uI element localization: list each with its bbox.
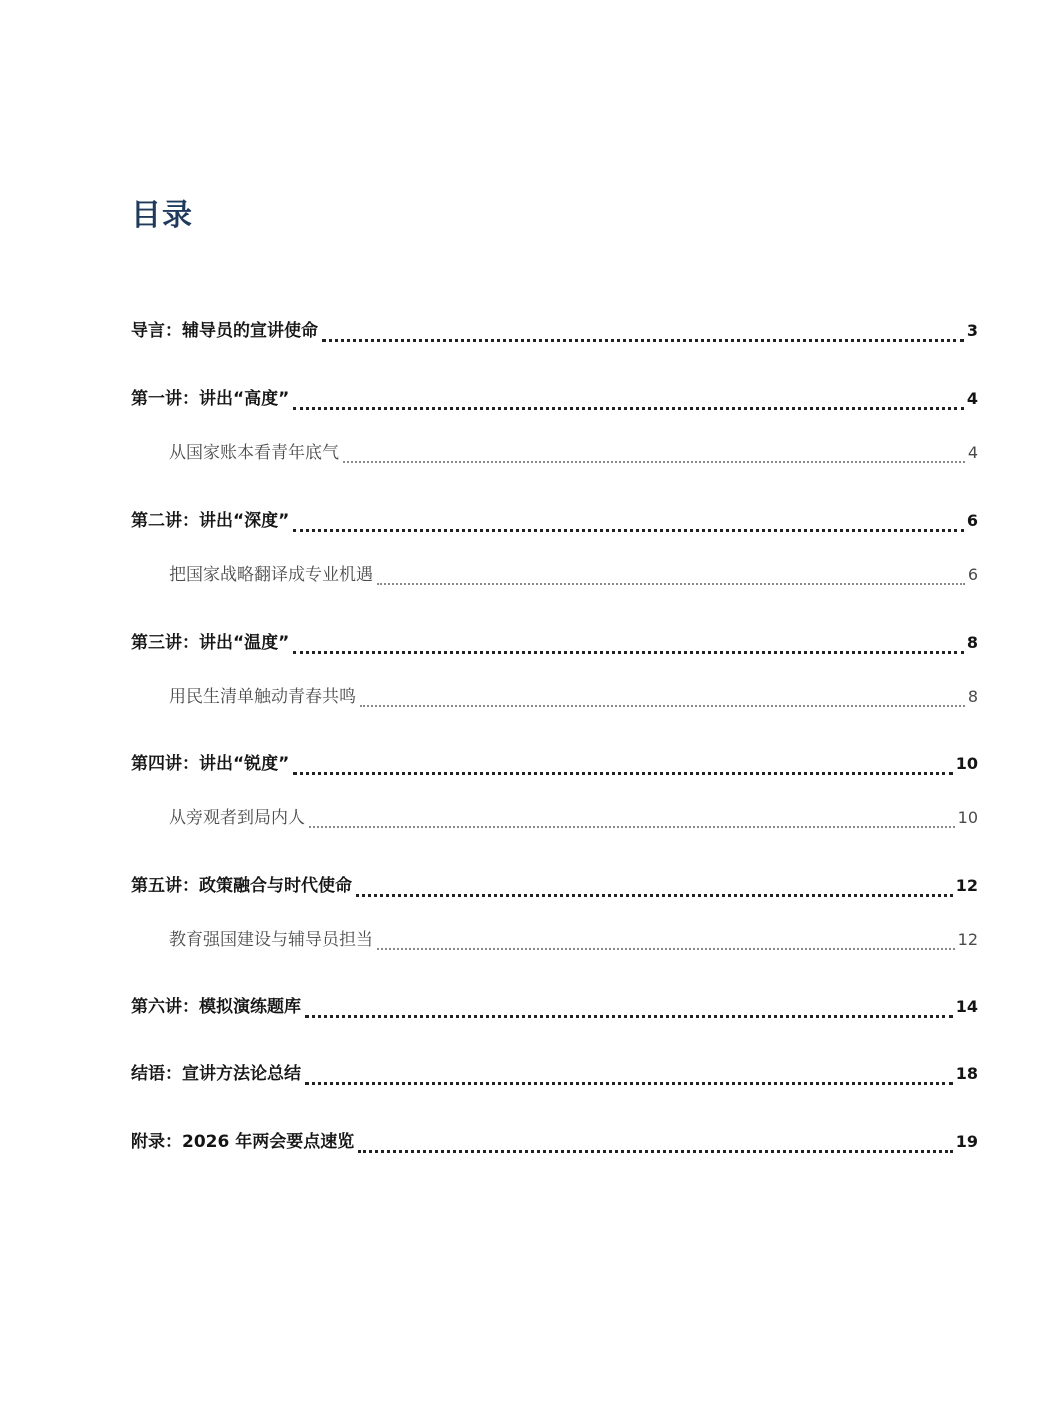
toc-page-number: 6: [966, 511, 978, 530]
toc-entry-lecture-6[interactable]: [131, 994, 978, 1020]
toc-entry-text: 用民生清单触动青春共鸣: [169, 687, 356, 707]
toc-entry-lecture-4[interactable]: [131, 751, 978, 777]
toc-entry-appendix[interactable]: [131, 1129, 978, 1155]
toc-page-number: 4: [966, 389, 978, 408]
page-title: 目录: [131, 198, 193, 233]
toc-entry-text: 第五讲：政策融合与时代使命: [131, 876, 352, 896]
toc-subentry-lecture-1[interactable]: [169, 440, 978, 466]
toc-page-number: 8: [967, 687, 978, 706]
toc-entry-conclusion[interactable]: [131, 1061, 978, 1087]
toc-entry-text: 第三讲：讲出“温度”: [131, 633, 290, 653]
toc-entry-text: 从国家账本看青年底气: [169, 443, 339, 463]
toc-page-number: 4: [967, 443, 978, 462]
toc-entry-text: 第四讲：讲出“锐度”: [131, 754, 290, 774]
toc-page-number: 12: [955, 876, 978, 895]
toc-entry-lecture-3[interactable]: [131, 630, 978, 656]
toc-entry-lecture-1[interactable]: [131, 386, 978, 412]
toc-dot-leader: [360, 699, 965, 707]
toc-dot-leader: [343, 455, 965, 463]
toc-page-number: 8: [966, 633, 978, 652]
toc-entry-text: 结语：宣讲方法论总结: [131, 1064, 301, 1084]
toc-dot-leader: [377, 942, 955, 950]
toc-dot-leader: [293, 645, 964, 654]
toc-dot-leader: [377, 577, 965, 585]
toc-page-number: 6: [967, 565, 978, 584]
toc-dot-leader: [322, 333, 964, 342]
toc-entry-lecture-5[interactable]: [131, 873, 978, 899]
toc-entry-text: 教育强国建设与辅导员担当: [169, 930, 373, 950]
toc-dot-leader: [293, 401, 964, 410]
toc-dot-leader: [305, 1076, 953, 1085]
toc-entry-text: 把国家战略翻译成专业机遇: [169, 565, 373, 585]
toc-dot-leader: [356, 888, 953, 897]
toc-page-number: 14: [955, 997, 978, 1016]
toc-entry-lecture-2[interactable]: [131, 508, 978, 534]
toc-page-number: 19: [955, 1132, 978, 1151]
toc-entry-text: 第一讲：讲出“高度”: [131, 389, 290, 409]
toc-dot-leader: [305, 1009, 953, 1018]
toc-entry-text: 第六讲：模拟演练题库: [131, 997, 301, 1017]
toc-subentry-lecture-5[interactable]: [169, 927, 978, 953]
toc-subentry-lecture-2[interactable]: [169, 562, 978, 588]
toc-dot-leader: [293, 523, 964, 532]
toc-page-number: 10: [955, 754, 978, 773]
toc-entry-text: 第二讲：讲出“深度”: [131, 511, 290, 531]
toc-dot-leader: [358, 1144, 953, 1153]
toc-entry-text: 导言：辅导员的宣讲使命: [131, 321, 318, 341]
toc-dot-leader: [293, 766, 952, 775]
toc-entry-text: 附录：2026 年两会要点速览: [131, 1132, 355, 1152]
toc-subentry-lecture-4[interactable]: [169, 805, 978, 831]
toc-page-number: 12: [957, 930, 978, 949]
toc-dot-leader: [309, 820, 955, 828]
toc-entry-intro[interactable]: [131, 318, 978, 344]
toc-page-number: 10: [957, 808, 978, 827]
toc-entry-text: 从旁观者到局内人: [169, 808, 305, 828]
toc-page-number: 3: [966, 321, 978, 340]
toc-page-number: 18: [955, 1064, 978, 1083]
toc-subentry-lecture-3[interactable]: [169, 684, 978, 710]
